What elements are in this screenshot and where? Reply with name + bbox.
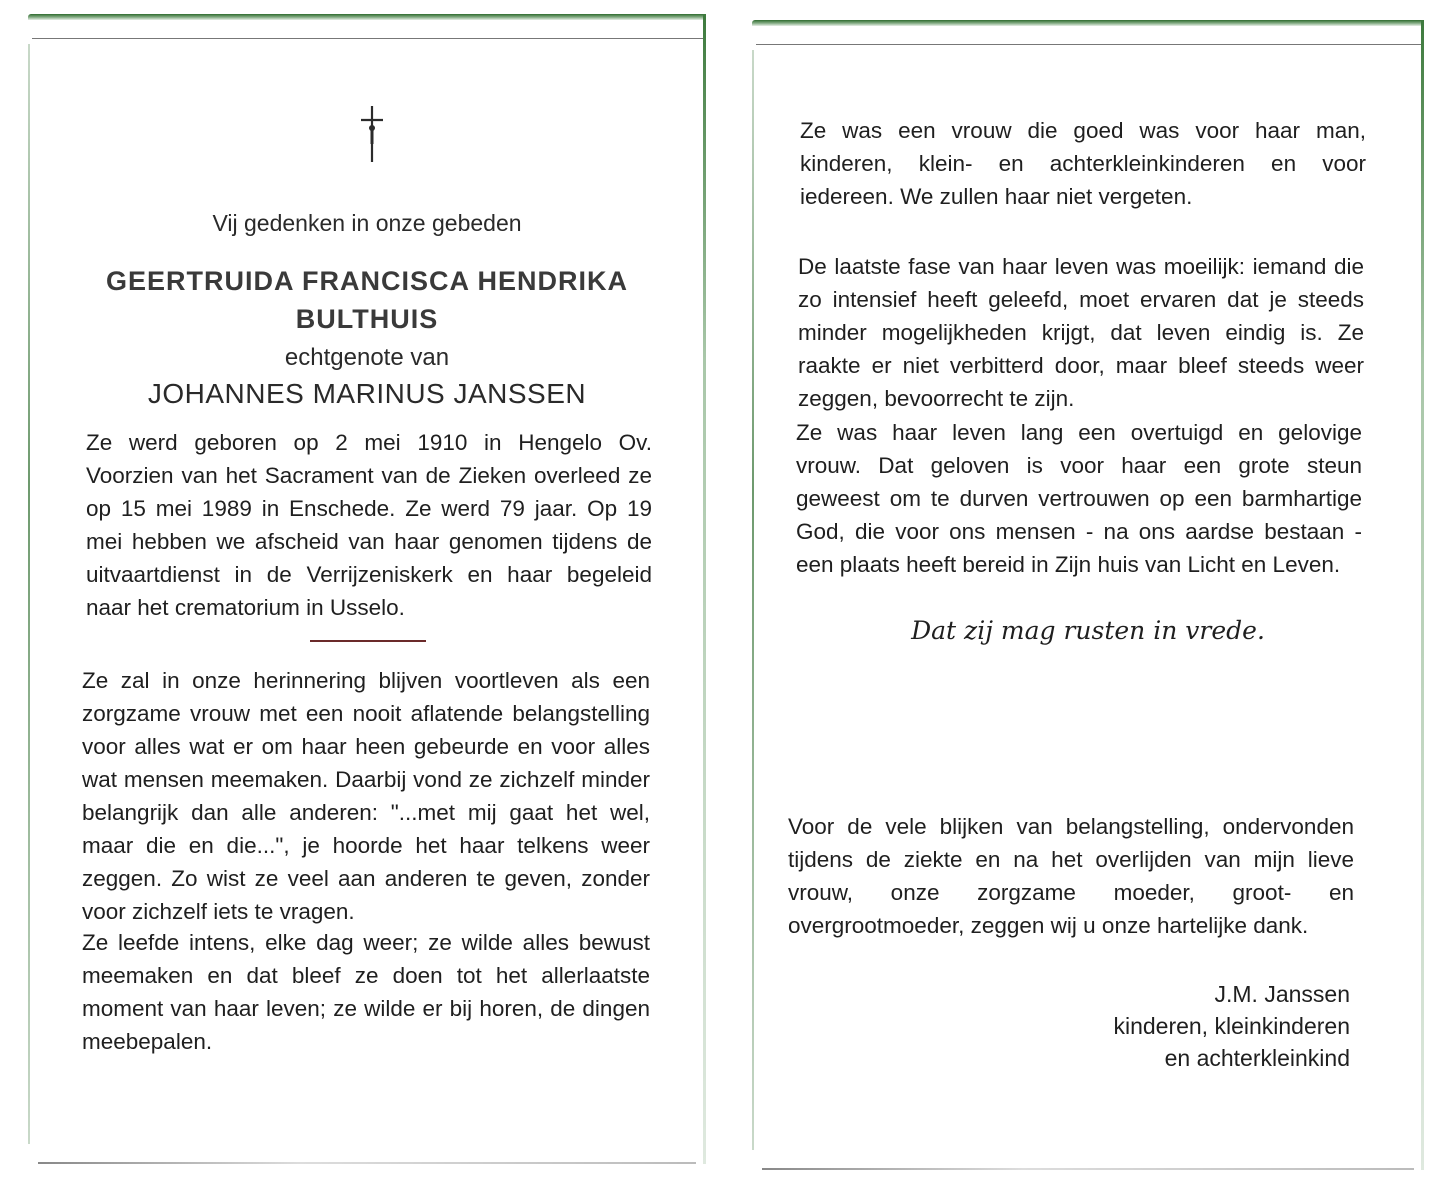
top-rule <box>756 44 1424 45</box>
cross-icon <box>358 104 386 164</box>
name-line-1: GEERTRUIDA FRANCISCA HENDRIKA <box>105 266 628 296</box>
deceased-name <box>28 262 706 338</box>
thanks-paragraph: Voor de vele blijken van belangstelling, ondervonden tijdens de ziekte en na het overlijden van mijn lieve vrouw, onze zorgzame moeder, groot- en overgrootmoeder, zeggen wij u onze hartelijke dank. <box>788 814 1354 938</box>
card-top-edge <box>752 20 1424 26</box>
signature-block <box>1113 978 1350 1074</box>
section-divider <box>310 640 426 642</box>
memory-paragraph: Ze zal in onze herinnering blijven voortleven als een zorgzame vrouw met een nooit aflatende belangstelling voor alles wat er om haar heen gebeurde en voor alles wat mensen meemaken. Daarbij vond ze zichzelf minder belangrijk dan alle anderen: "...met mij gaat het wel, maar die en die...", je hoorde het haar telkens weer zeggen. Zo wist ze veel aan anderen te geven, zonder voor zichzelf iets te vragen. <box>82 668 650 924</box>
card-bottom-edge <box>762 1168 1414 1170</box>
card-left-edge <box>752 50 754 1150</box>
faith-paragraph: Ze was haar leven lang een overtuigd en gelovige vrouw. Dat geloven is voor haar een grote steun geweest om te durven vertrouwen op een barmhartige God, die voor ons mensen - na ons aardse bestaan - een plaats heeft bereid in Zijn huis van Licht en Leven. <box>796 420 1362 577</box>
card-right-edge <box>703 14 706 1164</box>
intro-text: Vij gedenken in onze gebeden <box>212 210 522 236</box>
signature-line-3: en achterkleinkind <box>1164 1045 1350 1071</box>
signature-line-2: kinderen, kleinkinderen <box>1113 1013 1350 1039</box>
top-rule <box>32 38 706 39</box>
left-card-page <box>28 14 706 1164</box>
card-bottom-edge <box>38 1162 696 1164</box>
tribute-paragraph: Ze was een vrouw die goed was voor haar man, kinderen, klein- en achterkleinkinderen en voor iedereen. We zullen haar niet vergeten. <box>800 118 1366 209</box>
rest-in-peace-motto: Dat zij mag rusten in vrede. <box>911 616 1265 645</box>
final-phase-paragraph: De laatste fase van haar leven was moeilijk: iemand die zo intensief heeft geleefd, moet ervaren dat je steeds minder mogelijkheden krijgt, dat leven eindig is. Ze raakte er niet verbitterd door, maar bleef steeds weer zeggen, bevoorrecht te zijn. <box>798 254 1364 411</box>
life-paragraph: Ze leefde intens, elke dag weer; ze wilde alles bewust meemaken en dat bleef ze doen tot het allerlaatste moment van haar leven; ze wilde er bij horen, de dingen meebepalen. <box>82 930 650 1054</box>
card-top-edge <box>28 14 706 20</box>
biography-paragraph: Ze werd geboren op 2 mei 1910 in Hengelo Ov. Voorzien van het Sacrament van de Zieken overleed ze op 15 mei 1989 in Enschede. Ze werd 79 jaar. Op 19 mei hebben we afscheid van haar genomen tijdens de uitvaartdienst in de Verrijzeniskerk en haar begeleid naar het crematorium in Usselo. <box>86 430 652 620</box>
signature-line-1: J.M. Janssen <box>1214 981 1350 1007</box>
spouse-name: JOHANNES MARINUS JANSSEN <box>147 378 587 409</box>
card-right-edge <box>1421 20 1424 1170</box>
spouse-label: echtgenote van <box>284 344 450 371</box>
card-left-edge <box>28 44 30 1144</box>
name-line-2: BULTHUIS <box>295 304 439 334</box>
right-card-page <box>752 20 1424 1170</box>
